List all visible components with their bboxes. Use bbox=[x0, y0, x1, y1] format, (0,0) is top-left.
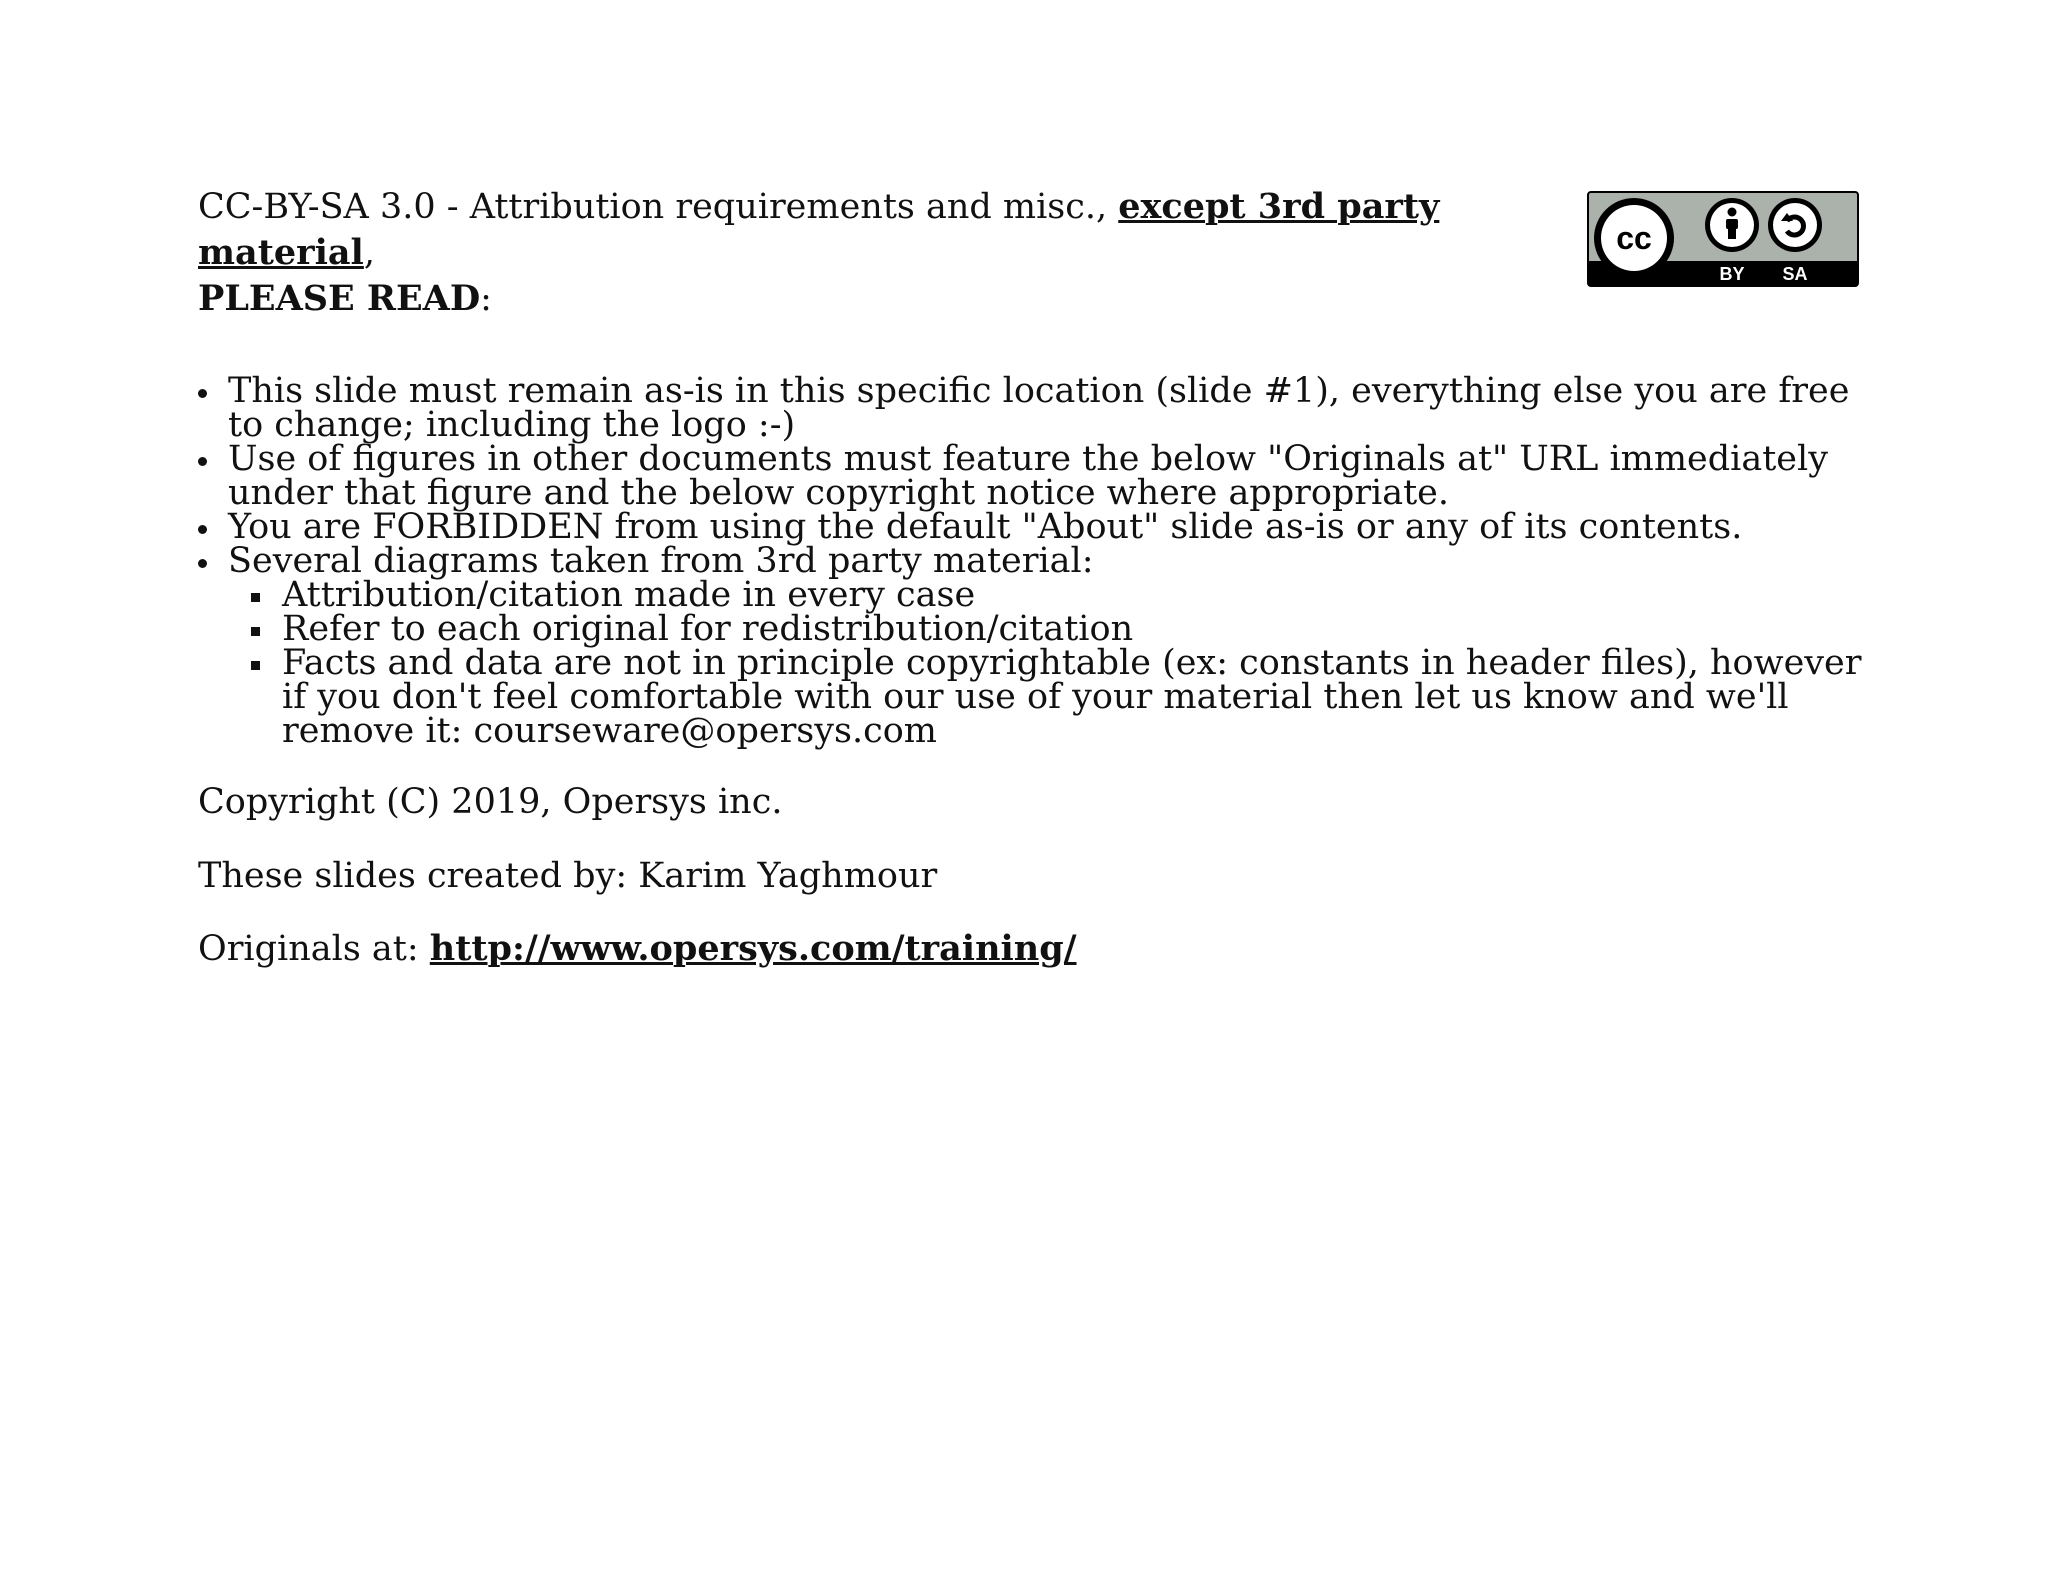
sub-list-item: Refer to each original for redistribution/citation bbox=[228, 612, 1878, 646]
originals-label: Originals at: bbox=[198, 929, 430, 969]
share-alike-icon bbox=[1768, 198, 1822, 252]
copyright-notice: Copyright (C) 2019, Opersys inc. bbox=[198, 782, 783, 822]
notice-header bbox=[198, 184, 1578, 322]
header-suffix: , bbox=[363, 233, 375, 273]
list-item: Use of figures in other documents must feature the below "Originals at" URL immediately under that figure and the below copyright notice where appropriate. bbox=[198, 442, 1878, 510]
attribution-icon bbox=[1705, 198, 1759, 252]
cc-icon bbox=[1594, 198, 1674, 278]
by-label: BY bbox=[1719, 264, 1745, 284]
cc-text: cc bbox=[1616, 220, 1652, 256]
third-party-link[interactable]: except 3rd party material bbox=[198, 186, 1440, 273]
list-item: This slide must remain as-is in this specific location (slide #1), everything else you are free to change; including the logo :-) bbox=[198, 374, 1878, 442]
please-read-label: PLEASE READ bbox=[198, 278, 481, 319]
sub-list-item: Facts and data are not in principle copyrightable (ex: constants in header files), however if you don't feel comfortable with our use of your material then let us know and we'll remove it: courseware@opersys.com bbox=[228, 646, 1878, 748]
list-item: You are FORBIDDEN from using the default "About" slide as-is or any of its contents. bbox=[198, 510, 1878, 544]
header-prefix: CC-BY-SA 3.0 - Attribution requirements and misc., bbox=[198, 187, 1119, 227]
cc-by-sa-badge bbox=[1587, 191, 1859, 287]
third-party-sublist bbox=[228, 575, 1878, 751]
sa-label: SA bbox=[1782, 264, 1808, 284]
requirements-list bbox=[198, 371, 1878, 751]
sub-list-item: Attribution/citation made in every case bbox=[228, 578, 1878, 612]
originals-line bbox=[198, 929, 1077, 969]
list-item: Several diagrams taken from 3rd party material: Attribution/citation made in every case Refer to each original for redistribution/citation Facts and data are not in principle copyrightable (ex: constants in header files), however if you don't feel comfortable with our use of your material then let us know and we'll remove it: courseware@opersys.com bbox=[198, 544, 1878, 748]
originals-url-link[interactable]: http://www.opersys.com/training/ bbox=[429, 928, 1077, 969]
author-credit: These slides created by: Karim Yaghmour bbox=[198, 856, 938, 896]
please-read-colon: : bbox=[480, 279, 492, 319]
